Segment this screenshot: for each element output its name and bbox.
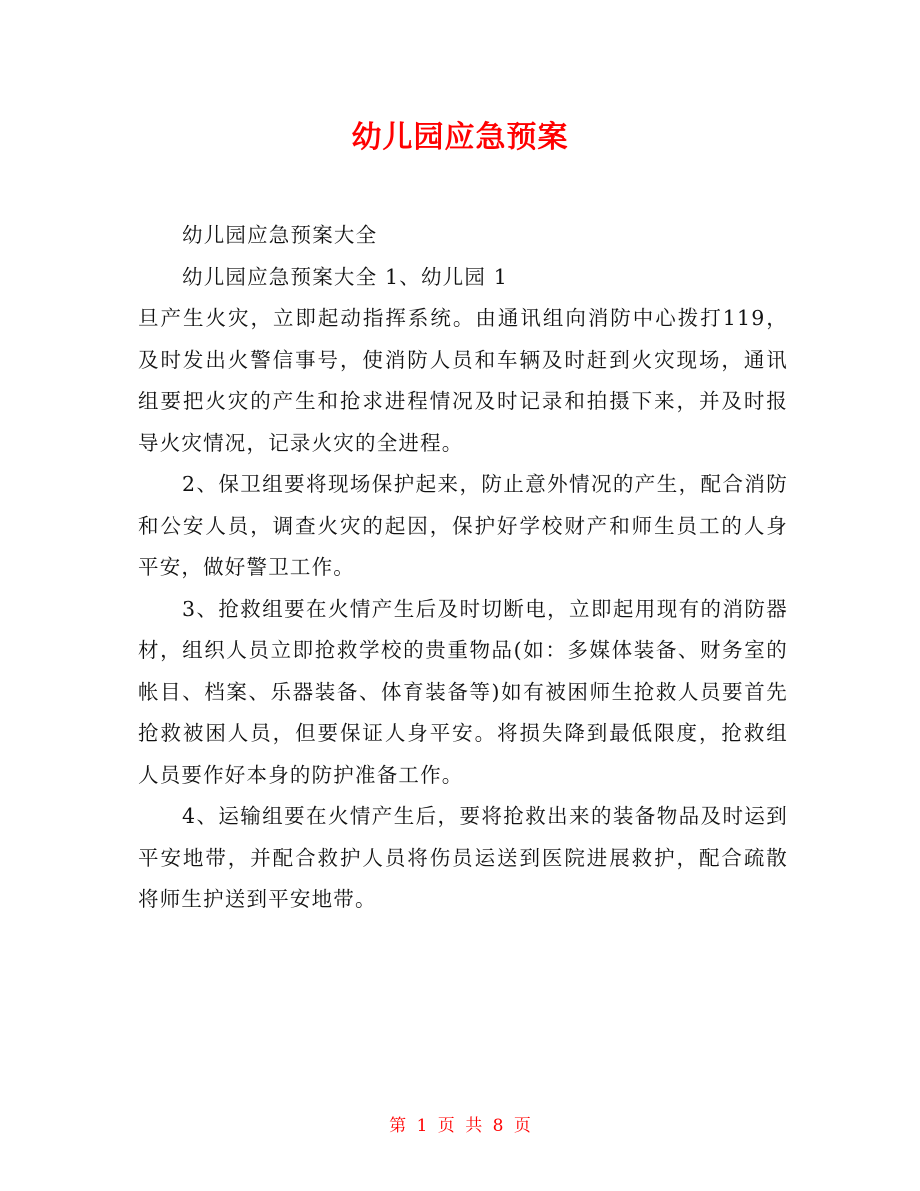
paragraph-security-team: 2、保卫组要将现场保护起来，防止意外情况的产生，配合消防和公安人员，调查火灾的起因，保护好学校财产和师生员工的人身平安，做好警卫工作。 [138, 472, 788, 579]
document-title: 幼儿园应急预案 [351, 120, 569, 155]
page-number-footer: 第 1 页 共 8 页 [389, 1116, 531, 1136]
paragraph-fire-command: 旦产生火灾，立即起动指挥系统。由通讯组向消防中心拨打119，及时发出火警信事号，使消防人员和车辆及时赶到火灾现场，通讯组要把火灾的产生和抢求进程情况及时记录和拍摄下来，并及时报导火灾情况，记录火灾的全进程。 [138, 306, 788, 455]
paragraph-subheading: 幼儿园应急预案大全 1、幼儿园 1 [182, 264, 509, 289]
paragraph-rescue-team: 3、抢救组要在火情产生后及时切断电，立即起用现有的消防器材，组织人员立即抢救学校的贵重物品(如：多媒体装备、财务室的帐目、档案、乐器装备、体育装备等)如有被困师生抢救人员要首先抢救被困人员，但要保证人身平安。将损失降到最低限度，抢救组人员要作好本身的防护准备工作。 [138, 596, 788, 787]
paragraph-heading: 幼儿园应急预案大全 [182, 223, 378, 247]
paragraph-transport-team: 4、运输组要在火情产生后，要将抢救出来的装备物品及时运到平安地带，并配合救护人员将伤员运送到医院进展救护，配合疏散将师生护送到平安地带。 [138, 804, 788, 911]
document-body [138, 215, 788, 921]
